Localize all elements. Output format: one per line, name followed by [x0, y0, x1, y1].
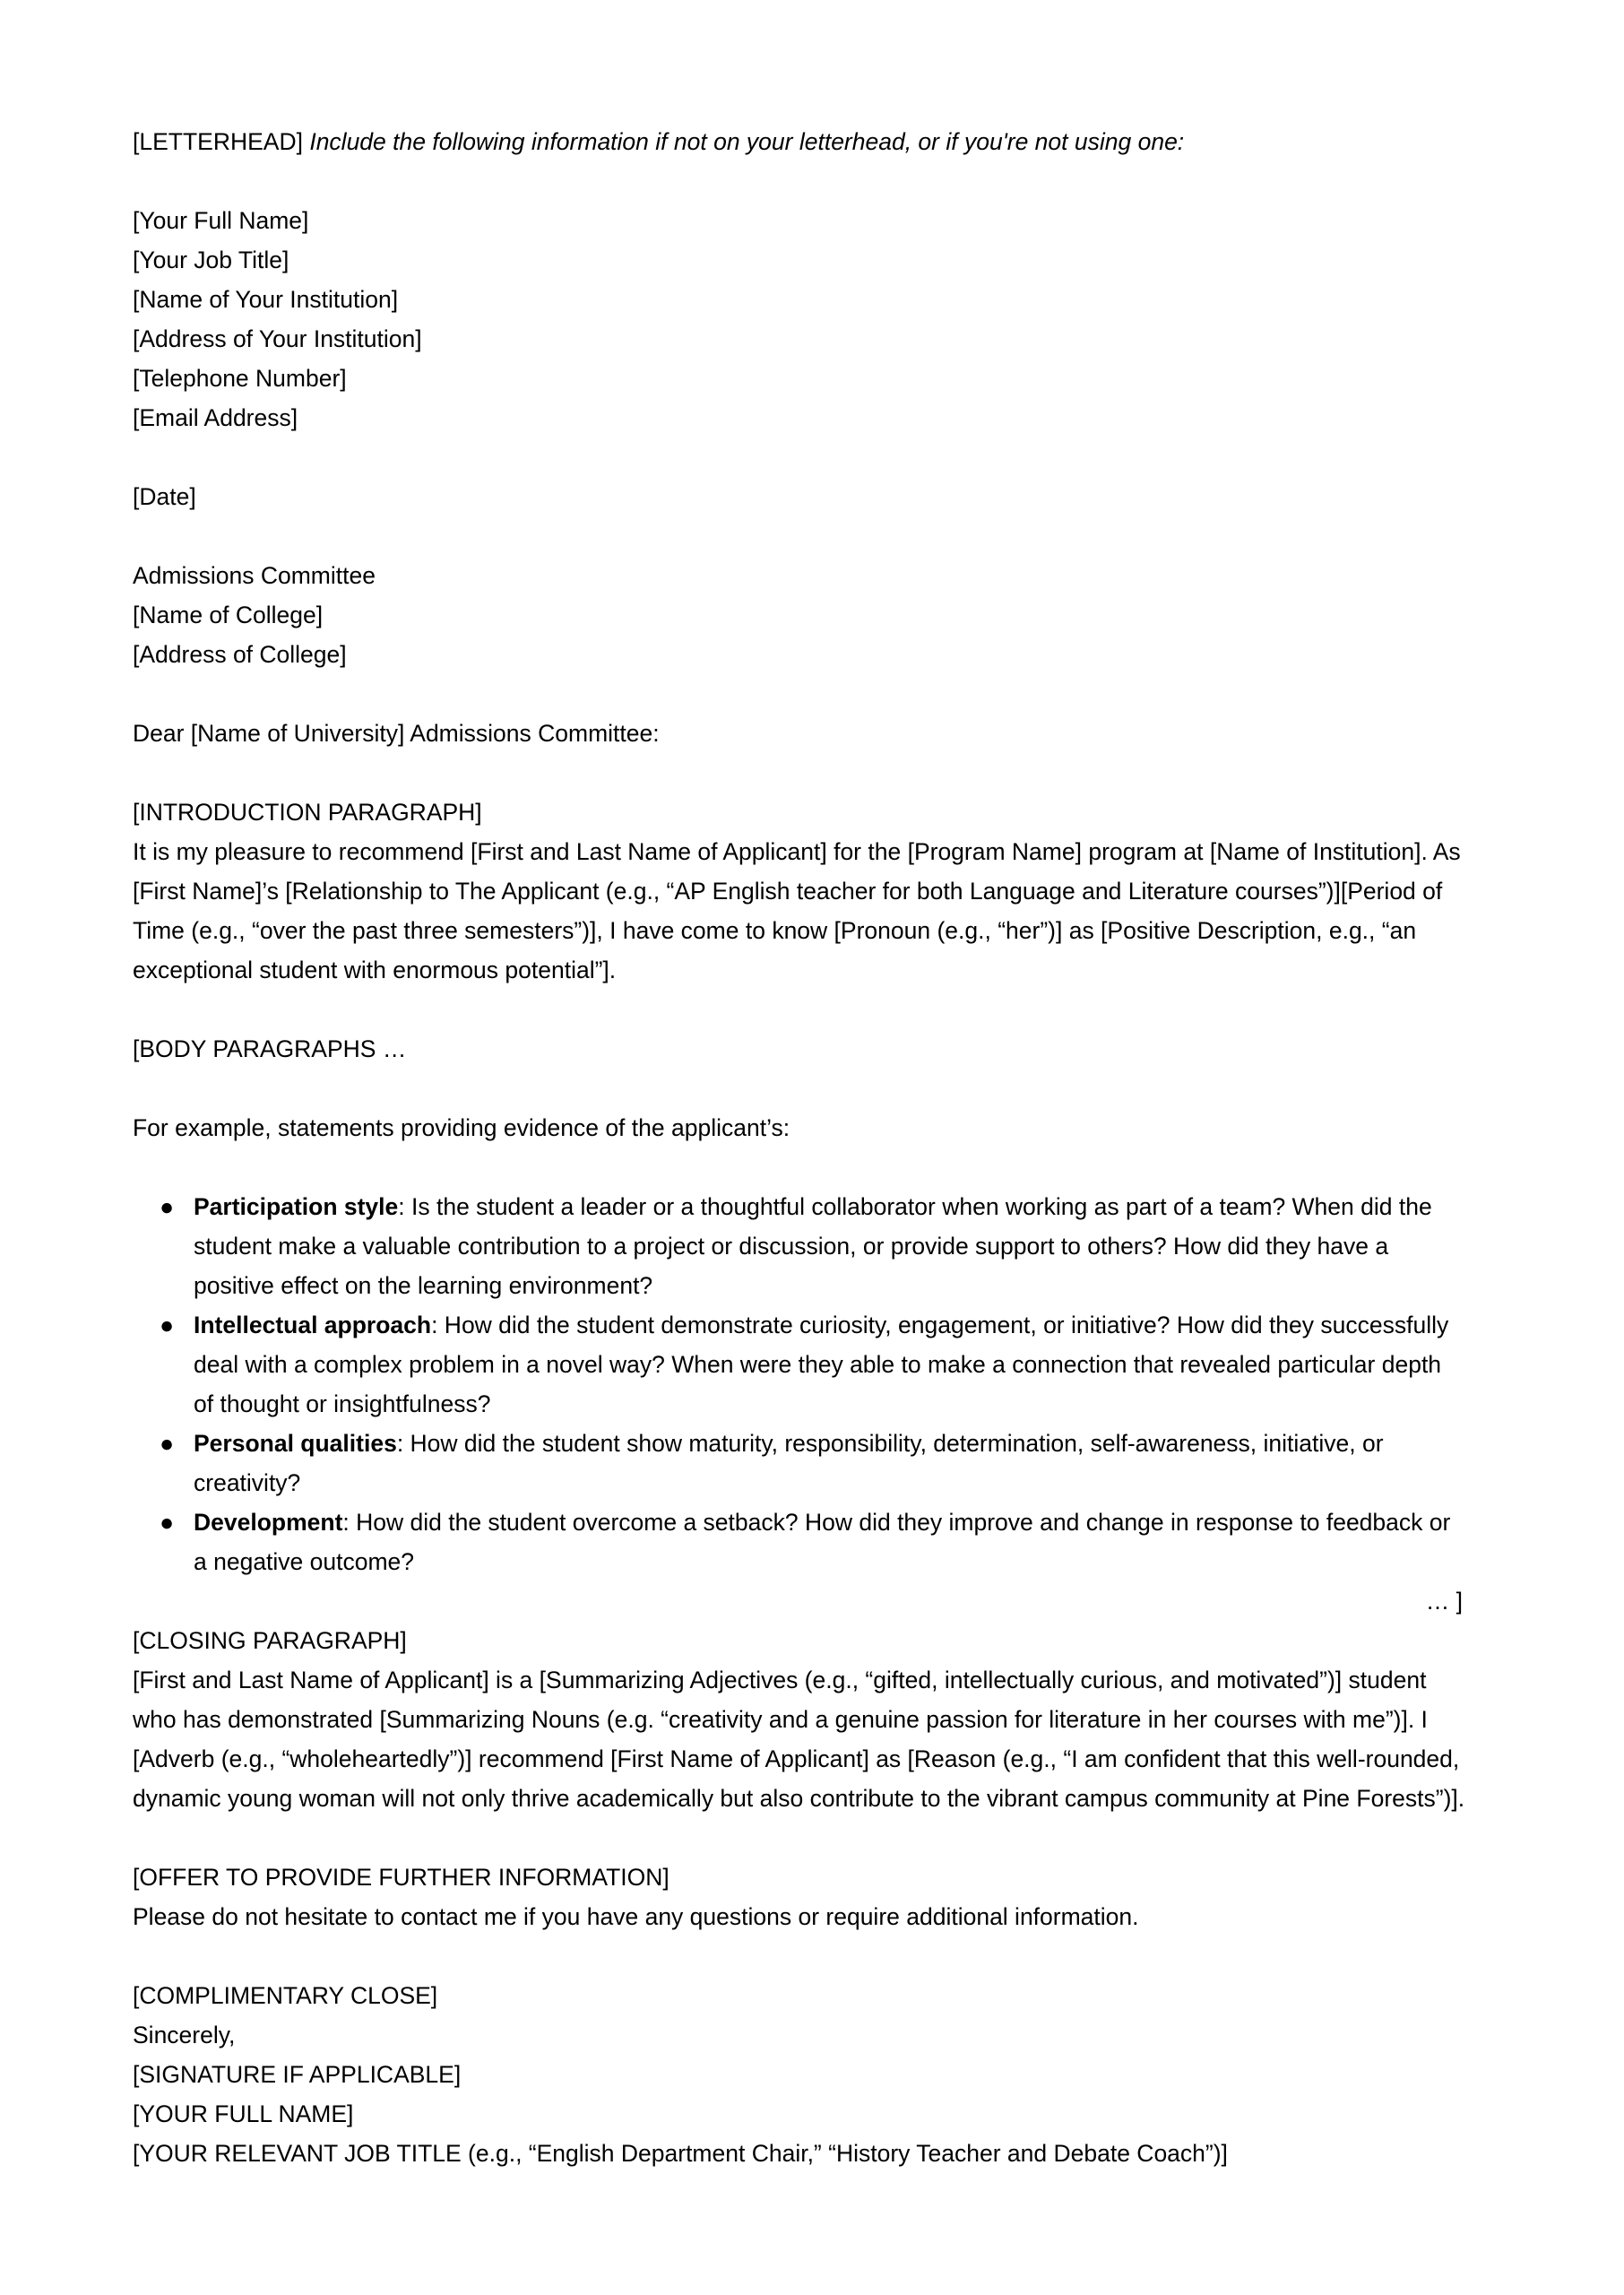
bullet-text: : Is the student a leader or a thoughtful collaborator when working as part of a team? When did the student make a valuable contribution to a project or discussion, or provide support to others? How did they have a positive effect on the learning environment? [194, 1193, 1432, 1299]
closing-section [133, 1621, 1472, 1818]
signature-section [133, 1976, 1472, 2173]
letterhead-line [133, 122, 1472, 161]
introduction-section [133, 792, 1472, 990]
bullet-label: Intellectual approach [194, 1312, 432, 1338]
salutation-block [133, 714, 1472, 753]
list-item [133, 1305, 1472, 1424]
sender-institution-name: [Name of Your Institution] [133, 286, 399, 313]
letterhead-instruction: Include the following information if not on your letterhead, or if you're not using one: [309, 128, 1185, 155]
sender-institution-address: [Address of Your Institution] [133, 325, 422, 352]
signer-full-name: [YOUR FULL NAME] [133, 2100, 354, 2127]
signature-placeholder: [SIGNATURE IF APPLICABLE] [133, 2061, 462, 2088]
sender-job-title: [Your Job Title] [133, 247, 289, 273]
closing-heading: [CLOSING PARAGRAPH] [133, 1627, 407, 1654]
complimentary-close-heading: [COMPLIMENTARY CLOSE] [133, 1982, 438, 2009]
recipient-block [133, 556, 1472, 674]
complimentary-close: Sincerely, [133, 2022, 236, 2048]
bullet-label: Development [194, 1509, 343, 1536]
list-item [133, 1503, 1472, 1581]
document-body [133, 122, 1472, 2173]
list-item [133, 1424, 1472, 1503]
bullet-icon: ● [160, 1193, 175, 1220]
recipient-college-name: [Name of College] [133, 602, 324, 628]
body-closing-marker: … ] [1425, 1588, 1463, 1615]
date-block [133, 477, 1472, 516]
bullet-label: Personal qualities [194, 1430, 397, 1457]
body-heading-block [133, 1029, 1472, 1069]
body-lead-in-block [133, 1108, 1472, 1148]
signer-job-title: [YOUR RELEVANT JOB TITLE (e.g., “English Department Chair,” “History Teacher and Debate Coach”)] [133, 2140, 1228, 2167]
body-closing-marker-line [133, 1581, 1472, 1621]
bullet-icon: ● [160, 1430, 175, 1457]
date-line: [Date] [133, 483, 196, 510]
offer-heading: [OFFER TO PROVIDE FURTHER INFORMATION] [133, 1864, 669, 1891]
sender-full-name: [Your Full Name] [133, 207, 309, 234]
recipient-committee: Admissions Committee [133, 562, 376, 589]
bullet-text: : How did the student show maturity, responsibility, determination, self-awareness, initiative, or creativity? [194, 1430, 1384, 1496]
bullet-label: Participation style [194, 1193, 399, 1220]
closing-text: [First and Last Name of Applicant] is a [Summarizing Adjectives (e.g., “gifted, intellectually curious, and motivated”)] student who has demonstrated [Summarizing Nouns (e.g. “creativity and a genuine passion for literature in her courses with me”)]. I [Adverb (e.g., “wholeheartedly”)] recommend [First Name of Applicant] as [Reason (e.g., “I am confident that this well-rounded, dynamic young woman will not only thrive academically but also contribute to the vibrant campus community at Pine Forests”)]. [133, 1667, 1466, 1812]
bullet-text: : How did the student overcome a setback? How did they improve and change in response to feedback or a negative outcome? [194, 1509, 1451, 1575]
sender-email: [Email Address] [133, 404, 298, 431]
body-lead-in: For example, statements providing evidence of the applicant’s: [133, 1114, 790, 1141]
body-paragraphs-heading: [BODY PARAGRAPHS … [133, 1035, 407, 1062]
sender-block [133, 201, 1472, 437]
evidence-bullet-list [133, 1187, 1472, 1581]
offer-text: Please do not hesitate to contact me if you have any questions or require additional information. [133, 1903, 1139, 1930]
bullet-text: : How did the student demonstrate curiosity, engagement, or initiative? How did they successfully deal with a complex problem in a novel way? When were they able to make a connection that revealed particular depth of thought or insightfulness? [194, 1312, 1449, 1417]
introduction-text: It is my pleasure to recommend [First and Last Name of Applicant] for the [Program Name] program at [Name of Institution]. As [First Name]’s [Relationship to The Applicant (e.g., “AP English teacher for both Language and Literature courses”)][Period of Time (e.g., “over the past three semesters”)], I have come to know [Pronoun (e.g., “her”)] as [Positive Description, e.g., “an exceptional student with enormous potential”]. [133, 838, 1468, 983]
recipient-college-address: [Address of College] [133, 641, 347, 668]
offer-section [133, 1858, 1472, 1936]
list-item [133, 1187, 1472, 1305]
salutation: Dear [Name of University] Admissions Committee: [133, 720, 660, 747]
introduction-heading: [INTRODUCTION PARAGRAPH] [133, 799, 482, 826]
letterhead-tag: [LETTERHEAD] [133, 128, 303, 155]
bullet-icon: ● [160, 1312, 175, 1338]
bullet-icon: ● [160, 1509, 175, 1536]
sender-telephone: [Telephone Number] [133, 365, 347, 392]
